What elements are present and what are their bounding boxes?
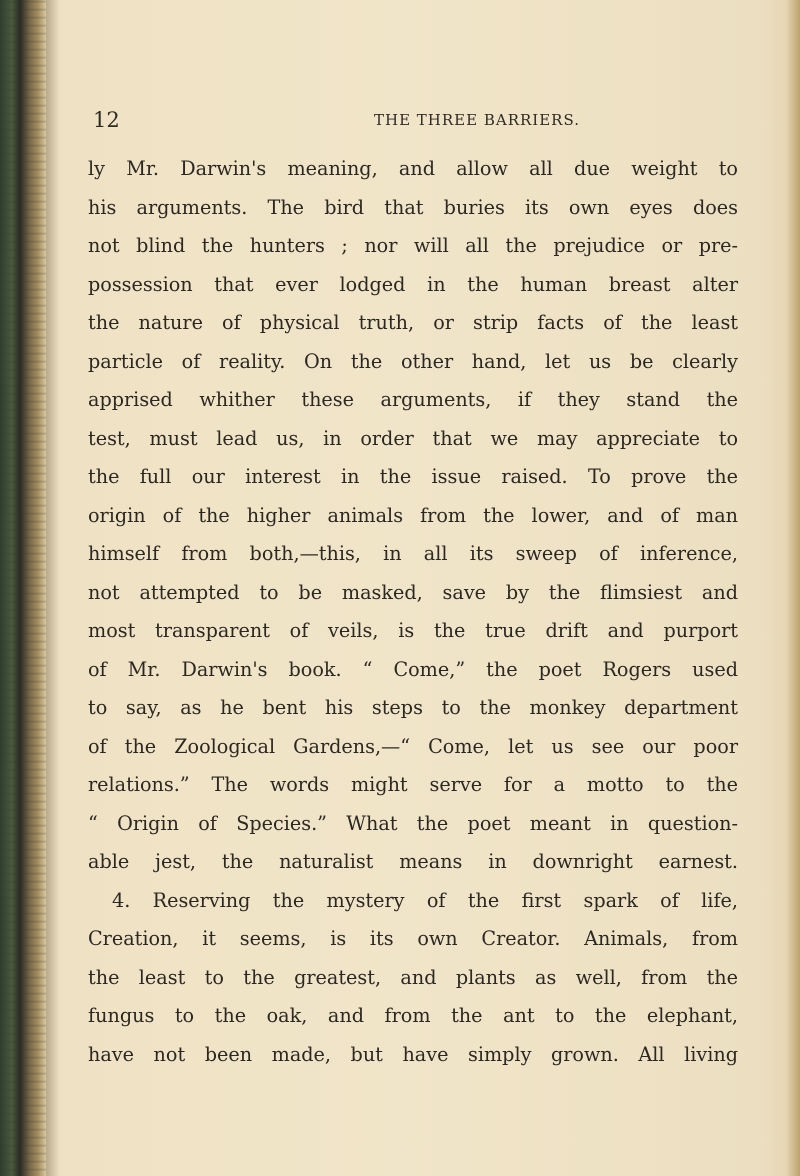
text-line: origin of the higher animals from the lower, and of man [88, 503, 738, 527]
text-line: the full our interest in the issue raised. To prove the [88, 465, 738, 488]
text-line: able jest, the naturalist means in downright earnest. [88, 850, 738, 873]
text-line: of the Zoological Gardens,—“ Come, let us see our poor [88, 734, 738, 758]
text-line: apprised whither these arguments, if they stand the [88, 388, 738, 411]
text-line: ly Mr. Darwin's meaning, and allow all due weight to [88, 157, 738, 180]
paragraph-start-line: 4. Reserving the mystery of the first spark of life, [112, 888, 738, 912]
text-line: himself from both,—this, in all its sweep of inference, [88, 542, 738, 565]
text-line: Creation, it seems, is its own Creator. Animals, from [88, 927, 738, 950]
gutter-shadow [46, 0, 60, 1176]
text-line: not attempted to be masked, save by the flimsiest and [88, 580, 738, 604]
text-line: have not been made, but have simply grown. All living [88, 1042, 738, 1066]
book-binding-edge [0, 0, 46, 1176]
text-line: particle of reality. On the other hand, let us be clearly [88, 349, 738, 373]
text-line: his arguments. The bird that buries its own eyes does [88, 195, 738, 219]
text-line: test, must lead us, in order that we may appreciate to [88, 426, 738, 450]
text-line: to say, as he bent his steps to the monkey department [88, 696, 738, 719]
text-line: “ Origin of Species.” What the poet meant in question- [88, 811, 738, 835]
text-line: the least to the greatest, and plants as well, from the [88, 965, 738, 989]
text-line: most transparent of veils, is the true drift and purport [88, 619, 738, 642]
page-edge-shadow [786, 0, 800, 1176]
page-number: 12 [93, 108, 120, 132]
text-line: possession that ever lodged in the human breast alter [88, 272, 738, 296]
text-line: fungus to the oak, and from the ant to the elephant, [88, 1004, 738, 1027]
text-line: the nature of physical truth, or strip facts of the least [88, 311, 738, 334]
page-header [0, 108, 800, 132]
text-line: of Mr. Darwin's book. “ Come,” the poet Rogers used [88, 657, 738, 681]
body-text [88, 150, 738, 1074]
text-line: not blind the hunters ; nor will all the prejudice or pre- [88, 234, 738, 257]
running-head: THE THREE BARRIERS. [374, 111, 580, 129]
text-line: relations.” The words might serve for a motto to the [88, 773, 738, 796]
